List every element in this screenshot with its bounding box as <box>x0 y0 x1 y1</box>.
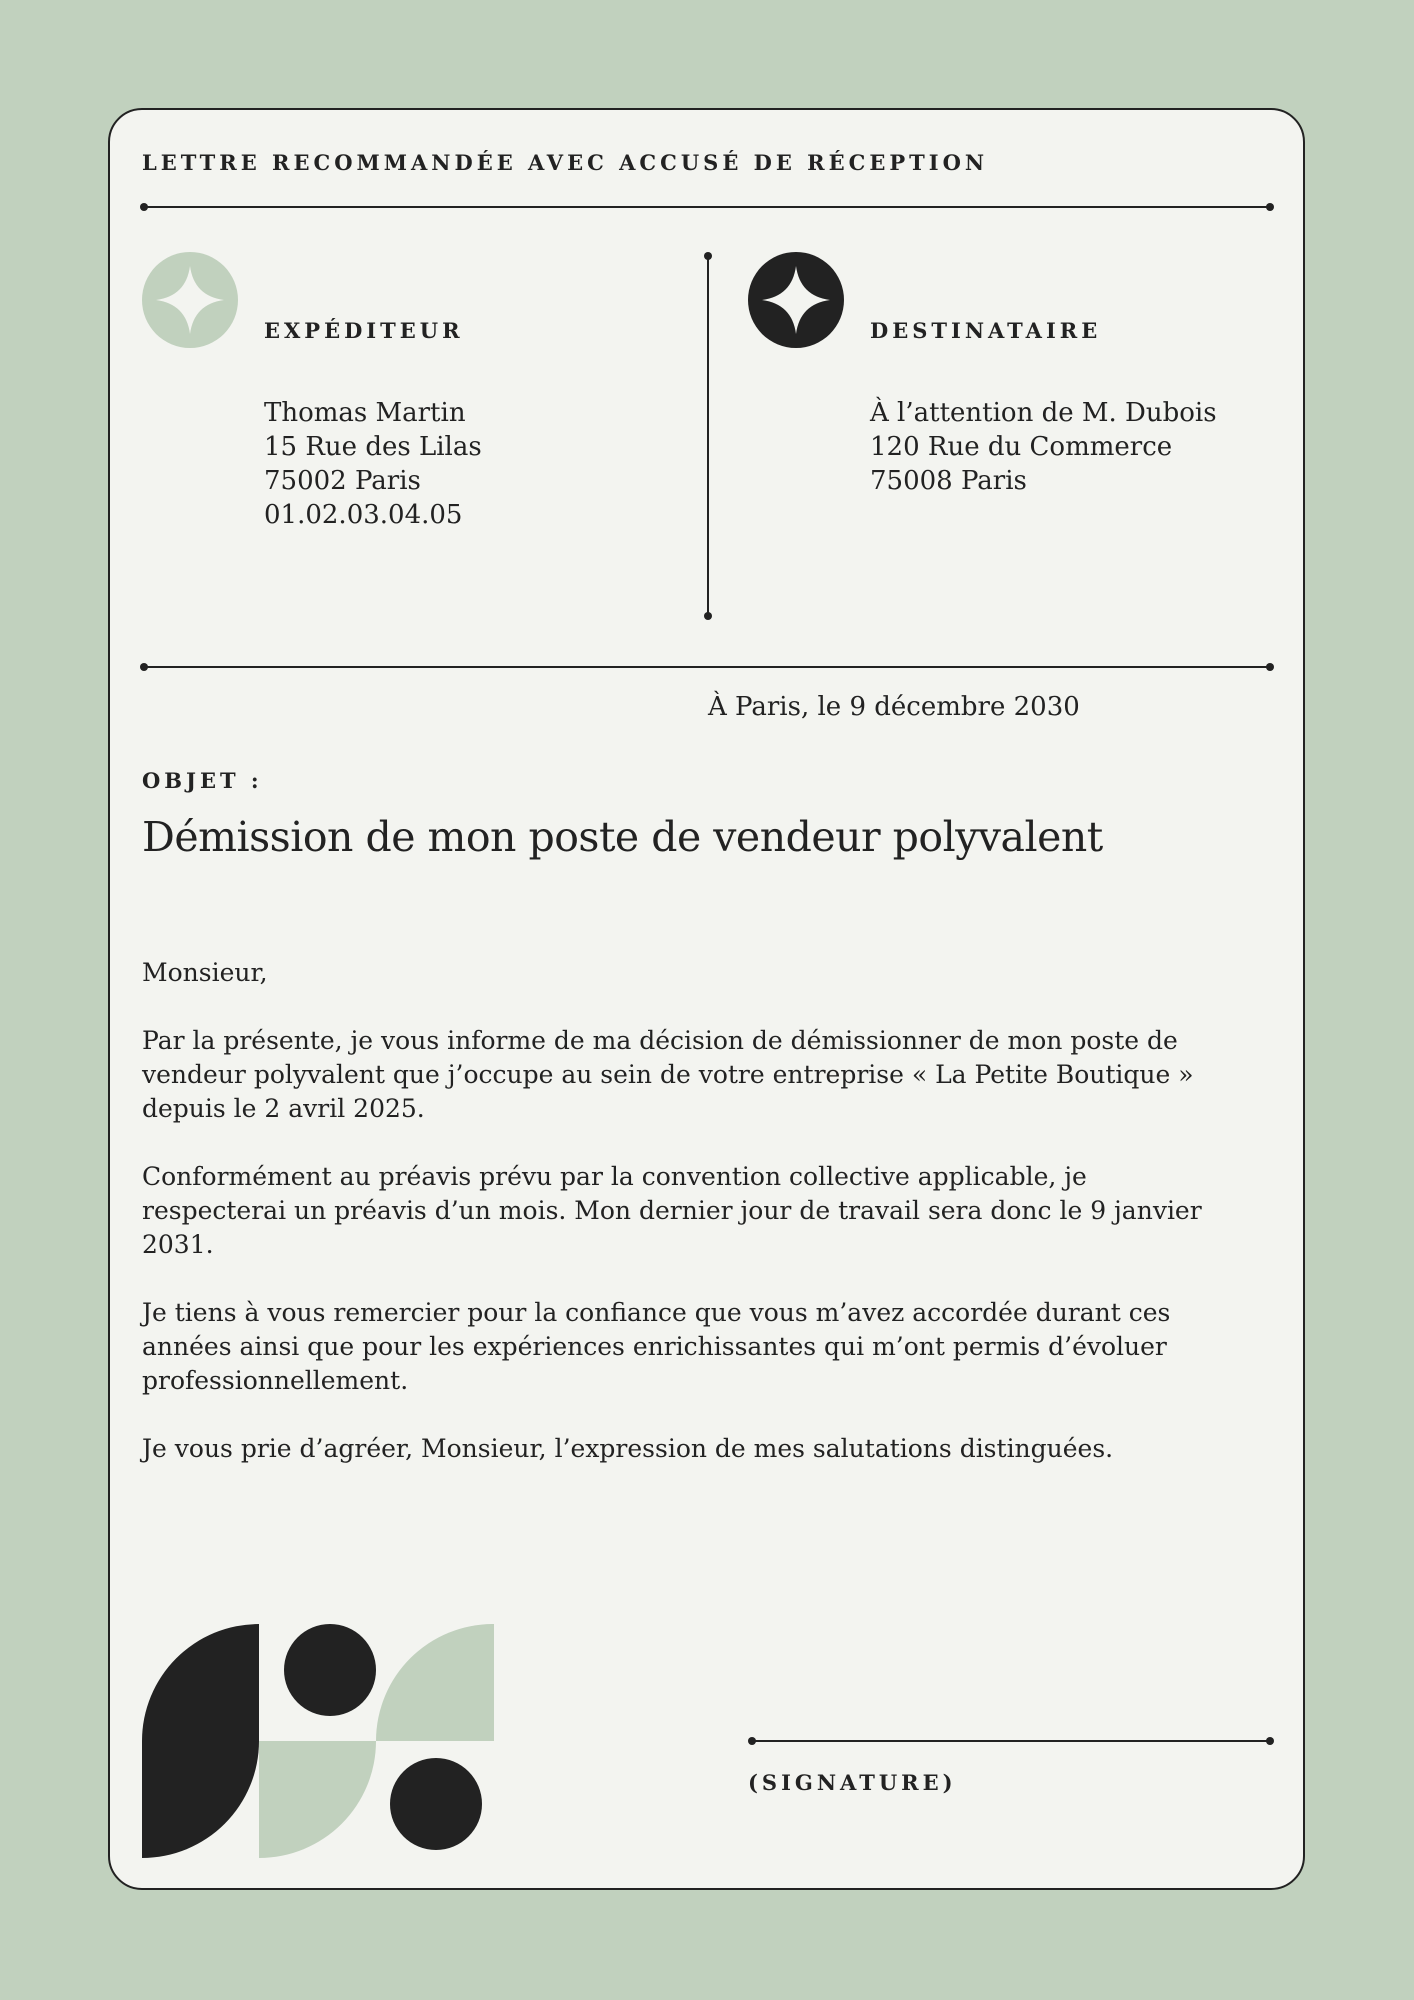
paragraph-resignation: Par la présente, je vous informe de ma décision de démissionner de mon poste de vendeur polyvalent que j’occupe au sein de votre entreprise « La Petite Boutique » depuis le 2 avril 2025. <box>142 1026 1194 1123</box>
letter-card <box>108 108 1305 1890</box>
sender-name: Thomas Martin <box>264 398 466 428</box>
signature-line <box>752 1740 1270 1742</box>
paragraph-thanks: Je tiens à vous remercier pour la confiance que vous m’avez accordée durant ces années ainsi que pour les expériences enrichissantes qui m’ont permis d’évoluer professionnellement. <box>142 1298 1171 1395</box>
recipient-street: 120 Rue du Commerce <box>870 432 1173 462</box>
sender-label: EXPÉDITEUR <box>264 318 464 343</box>
sparkle-icon <box>142 252 238 348</box>
paragraph-notice: Conformément au préavis prévu par la convention collective applicable, je respecterai un préavis d’un mois. Mon dernier jour de travail sera donc le 9 janvier 2031. <box>142 1162 1202 1259</box>
sender-city: 75002 Paris <box>264 466 421 496</box>
subject-label: OBJET : <box>142 768 263 793</box>
sparkle-icon <box>748 252 844 348</box>
column-divider <box>707 256 709 616</box>
middle-divider <box>144 666 1270 668</box>
paragraph-closing: Je vous prie d’agréer, Monsieur, l’expression de mes salutations distinguées. <box>142 1434 1114 1463</box>
recipient-label: DESTINATAIRE <box>870 318 1102 343</box>
letter-body <box>142 956 1222 1500</box>
recipient-attention: À l’attention de M. Dubois <box>870 398 1217 428</box>
geometric-decoration <box>142 1624 494 1858</box>
signature-label: (SIGNATURE) <box>748 1770 957 1795</box>
salutation: Monsieur, <box>142 958 268 987</box>
recipient-address <box>870 396 1217 498</box>
sender-street: 15 Rue des Lilas <box>264 432 482 462</box>
top-divider <box>144 206 1270 208</box>
sender-phone: 01.02.03.04.05 <box>264 500 463 530</box>
sender-address <box>264 396 482 532</box>
date-line: À Paris, le 9 décembre 2030 <box>708 692 1080 722</box>
subject-title: Démission de mon poste de vendeur polyvalent <box>142 813 1103 861</box>
recipient-city: 75008 Paris <box>870 466 1027 496</box>
registered-mail-heading: LETTRE RECOMMANDÉE AVEC ACCUSÉ DE RÉCEPTION <box>142 150 989 175</box>
